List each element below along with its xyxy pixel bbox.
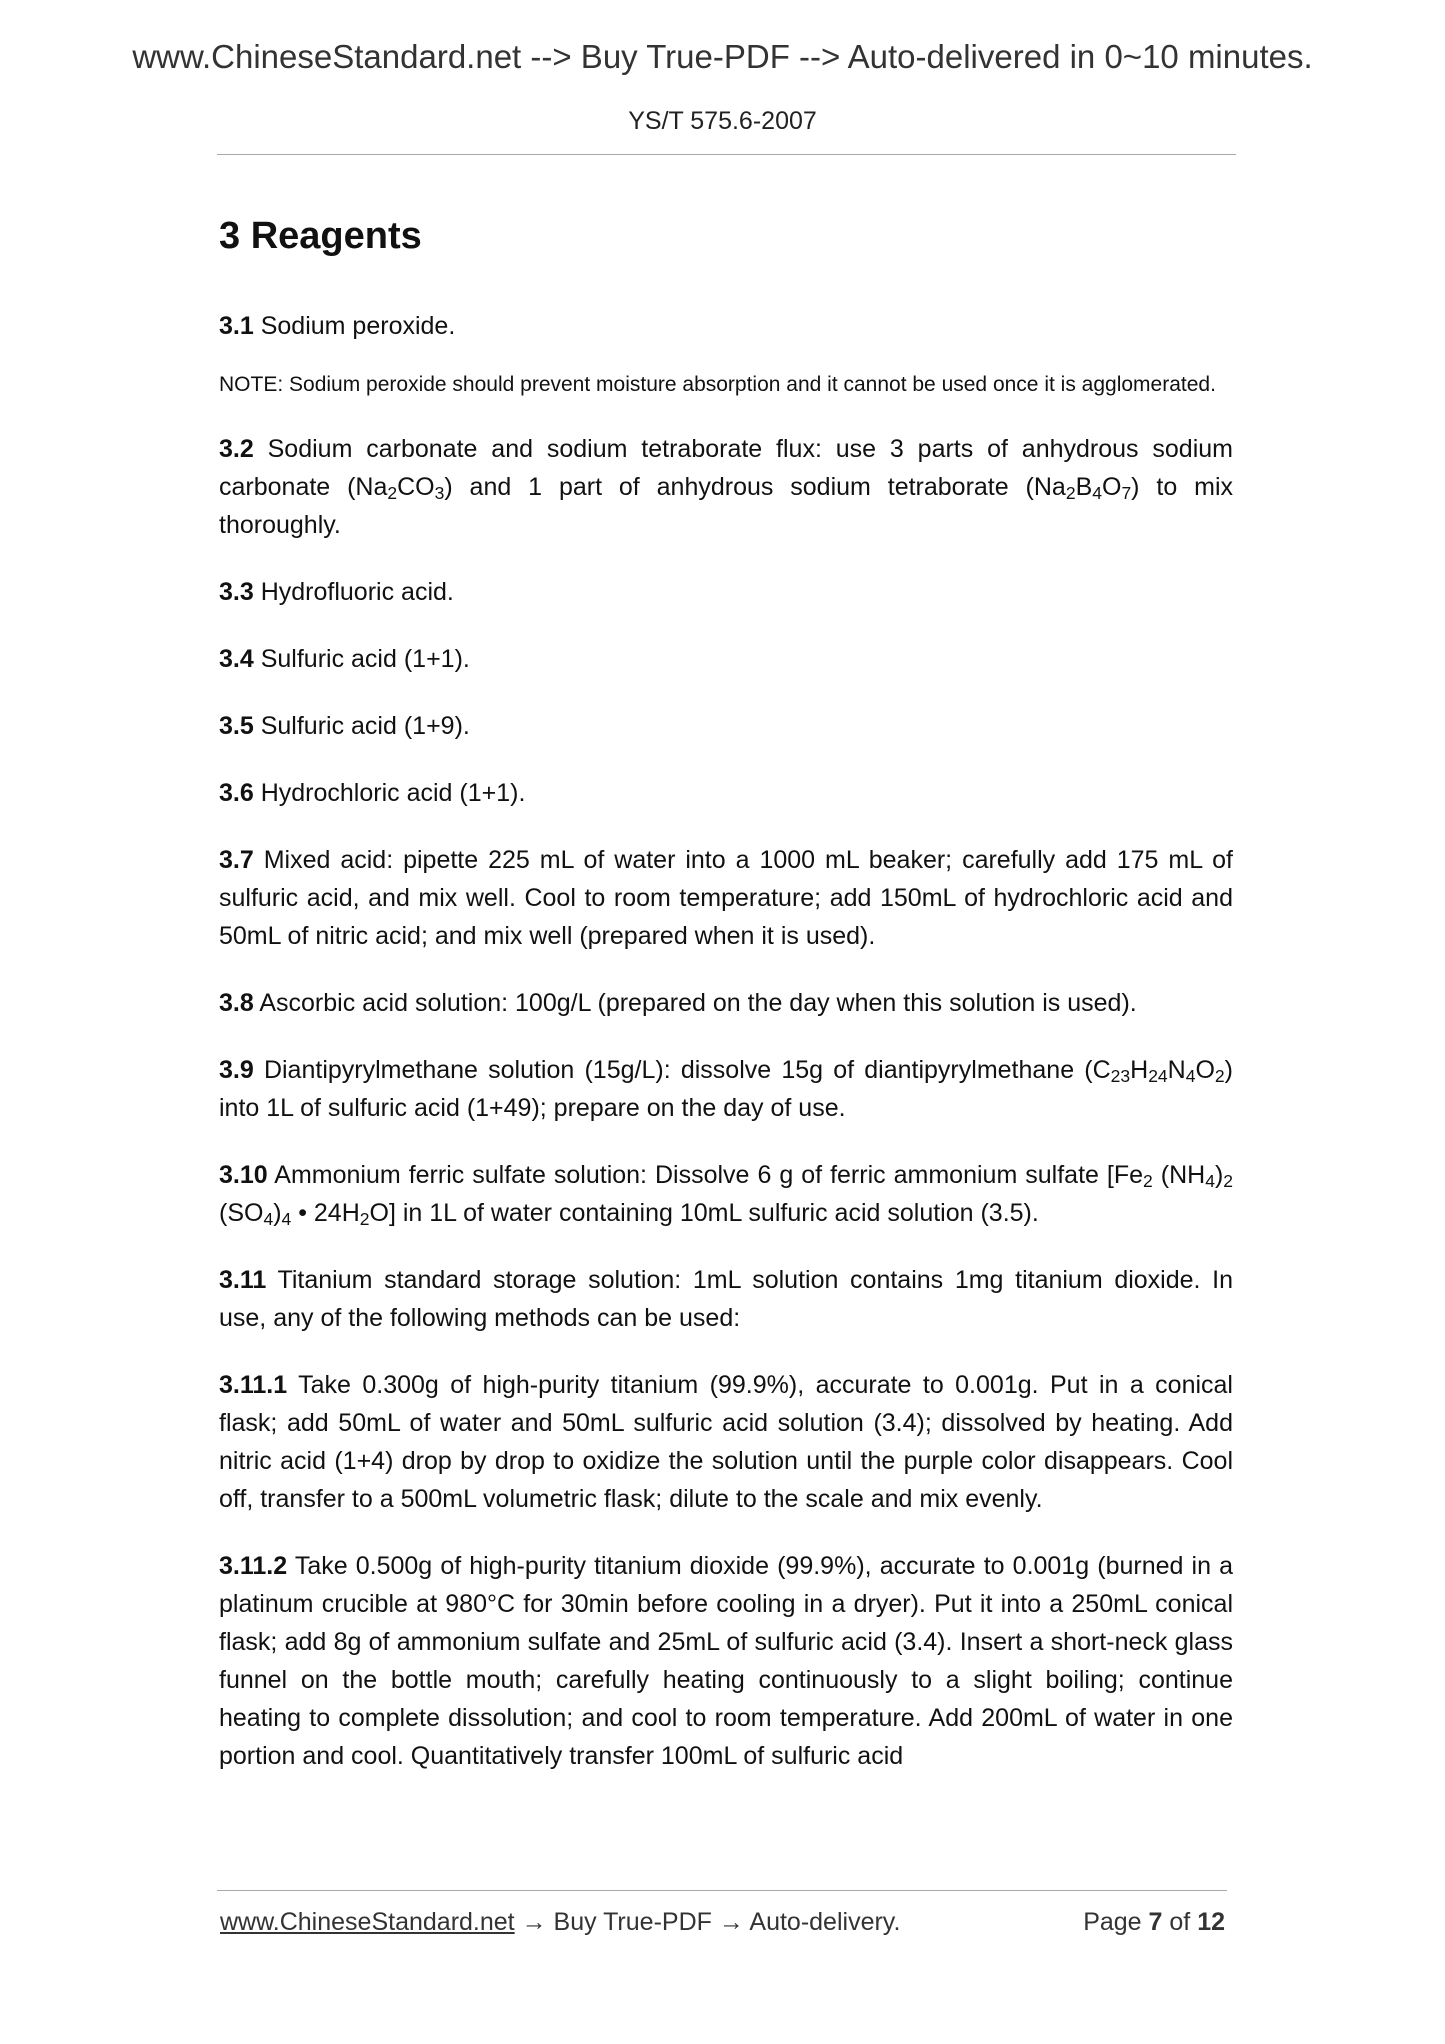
subscript: 2 — [1065, 482, 1076, 503]
clause-3-11-2 — [219, 1547, 1233, 1775]
subscript: 2 — [1214, 1065, 1225, 1086]
clause-text: O — [1195, 1056, 1215, 1084]
clause-3-7 — [219, 841, 1233, 955]
page-indicator — [1083, 1908, 1225, 1937]
subscript: 2 — [359, 1208, 370, 1229]
clause-3-9 — [219, 1051, 1233, 1127]
clause-text: Mixed acid: pipette 225 mL of water into a 1000 mL beaker; carefully add 175 mL of sulfuric acid, and mix well. Cool to room temperature; add 150mL of hydrochloric acid and 50mL of nitric acid; and mix well (prepared when it is used). — [219, 846, 1233, 950]
clause-3-11-1 — [219, 1366, 1233, 1518]
subscript: 4 — [1092, 482, 1102, 503]
subscript: 4 — [281, 1208, 292, 1229]
clause-3-4 — [219, 640, 1233, 678]
clause-text: Diantipyrylmethane solution (15g/L): dissolve 15g of diantipyrylmethane (C — [263, 1056, 1111, 1084]
clause-text: CO — [397, 473, 435, 501]
subscript: 4 — [1185, 1065, 1196, 1086]
clause-text: Take 0.500g of high-purity titanium dioxide (99.9%), accurate to 0.001g (burned in a platinum crucible at 980°C for 30min before cooling in a dryer). Put it into a 250mL conical flask; add 8g of ammonium sulfate and 25mL of sulfuric acid (3.4). Insert a short-neck glass funnel on the bottle mouth; carefully heating continuously to a slight boiling; continue heating to complete dissolution; and cool to room temperature. Add 200mL of water in one portion and cool. Quantitatively transfer 100mL of sulfuric acid — [219, 1552, 1234, 1770]
page-total: 12 — [1197, 1908, 1225, 1936]
of-word: of — [1162, 1908, 1198, 1936]
clause-3-2 — [219, 430, 1233, 544]
clause-text: ) into 1L of sulfuric acid (1+49); prepare on the day of use. — [219, 1056, 1233, 1122]
clause-text: Hydrofluoric acid. — [260, 578, 454, 606]
clause-text: Sodium carbonate and sodium tetraborate flux: use 3 parts of anhydrous sodium carbonate (Na — [219, 435, 1233, 501]
clause-text: Sodium peroxide. — [260, 312, 456, 340]
clause-3-8 — [219, 984, 1233, 1022]
clause-3-11 — [219, 1261, 1233, 1337]
subscript: 7 — [1121, 482, 1132, 503]
clause-number: 3.2 — [219, 435, 254, 463]
page-word: Page — [1083, 1908, 1149, 1936]
clause-number: 3.9 — [219, 1056, 254, 1084]
clause-text: (NH — [1152, 1161, 1206, 1189]
clause-text: Hydrochloric acid (1+1). — [260, 779, 526, 807]
clause-number: 3.6 — [219, 779, 254, 807]
subscript: 2 — [1143, 1170, 1153, 1191]
clause-text: Sulfuric acid (1+1). — [260, 645, 470, 673]
subscript: 2 — [1223, 1170, 1233, 1191]
top-banner: www.ChineseStandard.net --> Buy True-PDF --> Auto-delivered in 0~10 minutes. — [132, 38, 1313, 75]
clause-text: (SO — [219, 1199, 264, 1227]
subscript: 23 — [1110, 1065, 1131, 1086]
clause-number: 3.11.1 — [219, 1371, 288, 1399]
footer-tagline: → Buy True-PDF → Auto-delivery. — [514, 1908, 901, 1936]
header-divider — [217, 154, 1236, 155]
subscript: 3 — [434, 482, 445, 503]
clause-text: Sulfuric acid (1+9). — [260, 712, 470, 740]
clause-text: Titanium standard storage solution: 1mL solution contains 1mg titanium dioxide. In use, any of the following methods can be used: — [219, 1266, 1233, 1332]
page-content — [219, 210, 1233, 1804]
clause-3-6 — [219, 774, 1233, 812]
clause-number: 3.10 — [219, 1161, 268, 1189]
document-number: YS/T 575.6-2007 — [628, 107, 817, 135]
subscript: 2 — [387, 482, 398, 503]
subscript: 4 — [1205, 1170, 1215, 1191]
clause-3-10 — [219, 1156, 1233, 1232]
clause-text: ) and 1 part of anhydrous sodium tetraborate (Na — [444, 473, 1066, 501]
clause-number: 3.4 — [219, 645, 254, 673]
clause-text: Ascorbic acid solution: 100g/L (prepared on the day when this solution is used). — [259, 989, 1137, 1017]
clause-number: 3.3 — [219, 578, 254, 606]
page-current: 7 — [1148, 1908, 1163, 1936]
clause-text: O] in 1L of water containing 10mL sulfuric acid solution (3.5). — [369, 1199, 1039, 1227]
clause-number: 3.1 — [219, 312, 254, 340]
clause-text: O — [1101, 473, 1122, 501]
clause-number: 3.11 — [219, 1266, 267, 1294]
clause-number: 3.5 — [219, 712, 254, 740]
clause-text: H — [1130, 1056, 1149, 1084]
clause-text: ) to mix thoroughly. — [219, 473, 1233, 539]
clause-text: ) — [1214, 1161, 1224, 1189]
clause-text: B — [1075, 473, 1093, 501]
clause-text: N — [1167, 1056, 1186, 1084]
page-footer — [220, 1908, 1225, 1948]
clause-text: • 24H — [291, 1199, 360, 1227]
clause-text: ) — [273, 1199, 282, 1227]
clause-text: Ammonium ferric sulfate solution: Dissolve 6 g of ferric ammonium sulfate [Fe — [274, 1161, 1144, 1189]
note: NOTE: Sodium peroxide should prevent moisture absorption and it cannot be used once it is agglomerated. — [219, 373, 1216, 396]
subscript: 4 — [263, 1208, 274, 1229]
clause-number: 3.11.2 — [219, 1552, 288, 1580]
clause-3-1 — [219, 307, 1233, 345]
clause-number: 3.7 — [219, 846, 254, 874]
footer-link[interactable]: www.ChineseStandard.net — [220, 1908, 515, 1936]
clause-3-5 — [219, 707, 1233, 745]
clause-text: Take 0.300g of high-purity titanium (99.9%), accurate to 0.001g. Put in a conical flask; add 50mL of water and 50mL sulfuric acid solution (3.4); dissolved by heating. Add nitric acid (1+4) drop by drop to oxidize the solution until the purple color disappears. Cool off, transfer to a 500mL volumetric flask; dilute to the scale and mix evenly. — [219, 1371, 1233, 1513]
section-heading: 3 Reagents — [219, 215, 422, 257]
clause-number: 3.8 — [219, 989, 254, 1017]
footer-divider — [217, 1890, 1227, 1891]
clause-3-3 — [219, 573, 1233, 611]
footer-left — [220, 1908, 900, 1937]
subscript: 24 — [1148, 1065, 1168, 1086]
